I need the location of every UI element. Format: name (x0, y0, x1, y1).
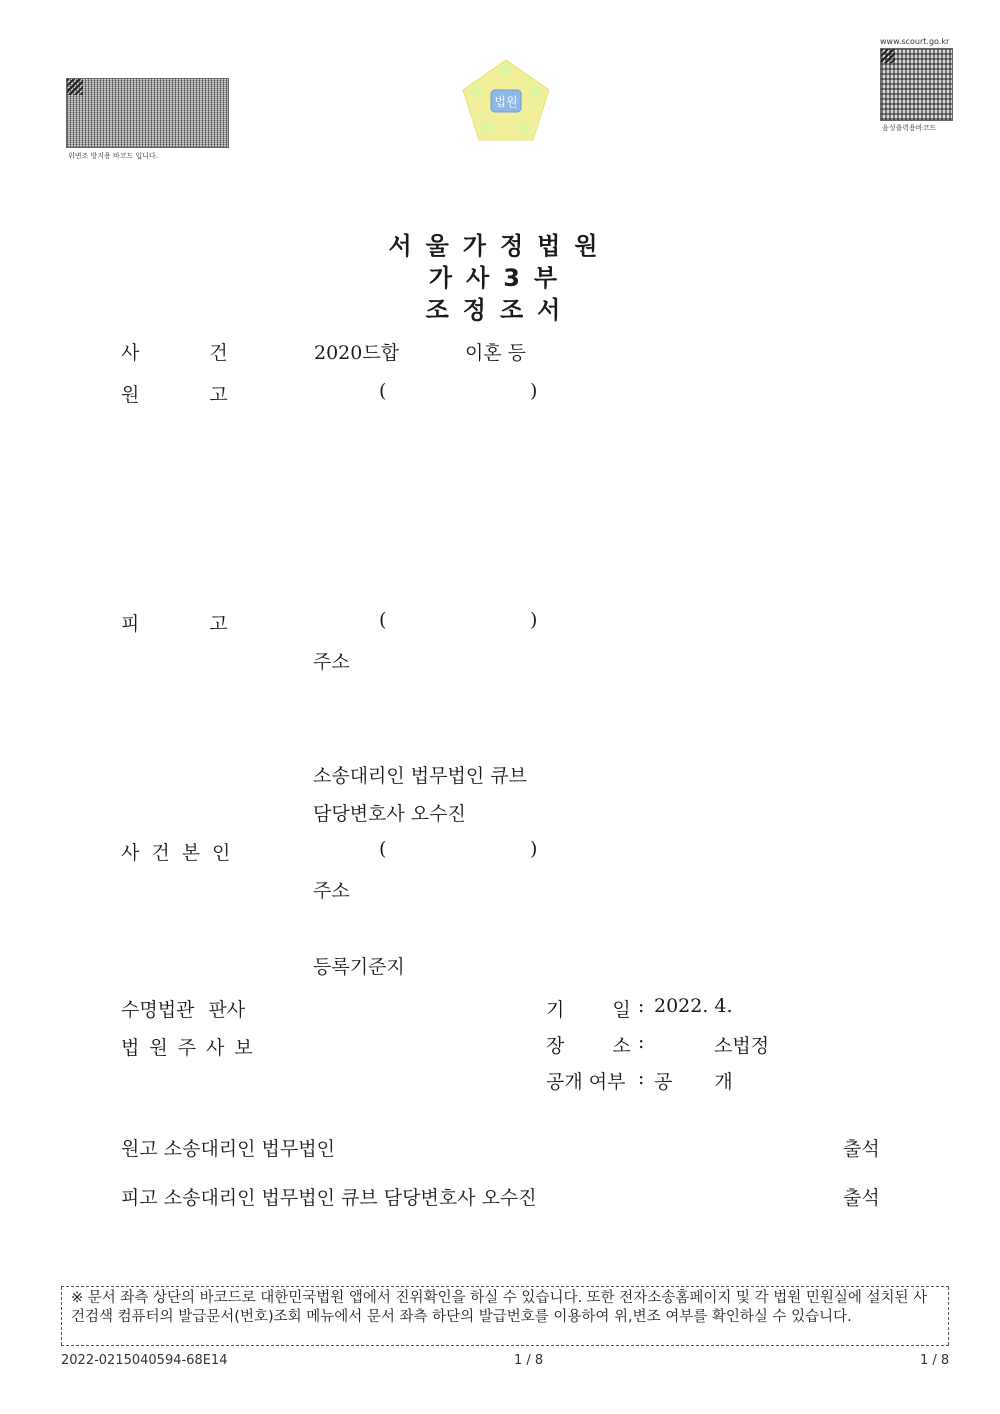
voice-output-qr-code (880, 48, 953, 121)
defendant-label: 피 고 (121, 613, 228, 635)
principal-paren-open: ( (379, 838, 387, 860)
qr-caption: 음성출력용바코드 (882, 124, 937, 132)
case-label: 사 건 (121, 342, 228, 364)
court-name: 서울가정법원 (388, 232, 612, 260)
date-colon: : (638, 995, 645, 1017)
verification-notice: ※ 문서 좌측 상단의 바코드로 대한민국법원 앱에서 진위확인을 하실 수 있습니다. 또한 전자소송홈페이지 및 각 법원 민원실에 설치된 사건검색 컴퓨터의 발급문서(번호)조회 메뉴에서 문서 좌측 하단의 발급번호를 이용하여 위,변조 여부를 확인하실 수 있습니다. (61, 1286, 949, 1346)
issue-number: 2022-0215040594-68E14 (61, 1353, 228, 1368)
case-name: 이혼 등 (465, 342, 527, 364)
public-label: 공개 여부 (546, 1071, 626, 1093)
public-colon: : (638, 1067, 645, 1089)
defendant-paren-open: ( (379, 609, 387, 631)
public-value: 공 개 (654, 1071, 733, 1093)
plaintiff-label: 원 고 (121, 384, 228, 406)
attendance-plaintiff-text: 원고 소송대리인 법무법인 (121, 1138, 335, 1160)
division-name: 가사3부 (428, 264, 572, 292)
attendance-plaintiff-status: 출석 (843, 1138, 880, 1160)
judge-label: 수명법관 판사 (121, 999, 246, 1021)
principal-label: 사건본인 (121, 842, 243, 864)
defendant-counsel: 소송대리인 법무법인 큐브 (313, 765, 527, 787)
case-number: 2020드합 (314, 342, 400, 364)
place-label: 장 소 (546, 1035, 631, 1057)
court-emblem-icon (461, 58, 551, 142)
principal-paren-close: ) (530, 838, 538, 860)
defendant-paren-close: ) (530, 609, 538, 631)
page-number-center: 1 / 8 (514, 1353, 544, 1368)
principal-registry-label: 등록기준지 (313, 956, 405, 978)
anti-forgery-barcode (66, 78, 229, 148)
clerk-label: 법원주사보 (121, 1037, 263, 1059)
attendance-defendant-text: 피고 소송대리인 법무법인 큐브 담당변호사 오수진 (121, 1187, 537, 1209)
date-label: 기 일 (546, 999, 631, 1021)
document-type: 조정조서 (425, 296, 575, 324)
plaintiff-paren-open: ( (379, 380, 387, 402)
emblem-text: 법원 (494, 95, 518, 109)
defendant-attorney: 담당변호사 오수진 (313, 803, 466, 825)
plaintiff-paren-close: ) (530, 380, 538, 402)
barcode-caption: 위변조 방지용 바코드 입니다. (68, 152, 159, 160)
qr-url: www.scourt.go.kr (880, 37, 950, 46)
principal-address-label: 주소 (313, 880, 350, 902)
place-value: 소법정 (714, 1035, 770, 1057)
page-number-right: 1 / 8 (920, 1353, 950, 1368)
attendance-defendant-status: 출석 (843, 1187, 880, 1209)
place-colon: : (638, 1031, 645, 1053)
defendant-address-label: 주소 (313, 651, 350, 673)
date-value: 2022. 4. (654, 995, 733, 1017)
